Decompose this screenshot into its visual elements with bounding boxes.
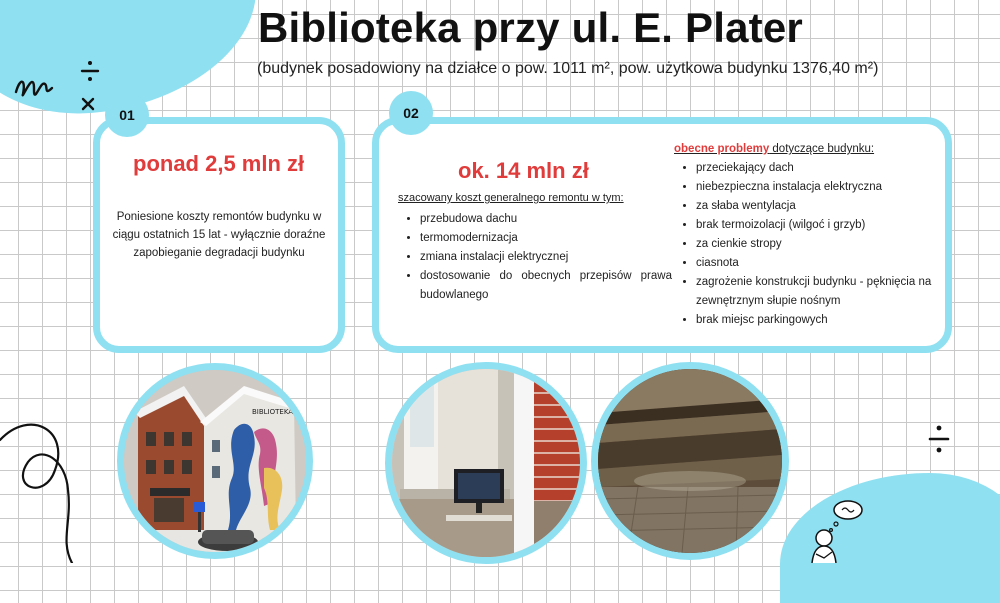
squiggle-doodle-icon xyxy=(12,74,56,102)
library-building-photo xyxy=(117,363,313,559)
list-item: • dostosowanie do obecnych przepisów prawa budowlanego xyxy=(420,267,672,305)
list-item: • zmiana instalacji elektrycznej xyxy=(420,248,672,267)
list-item: • przebudowa dachu xyxy=(420,210,672,229)
list-item: • przeciekający dach xyxy=(696,159,958,178)
interior-office-photo xyxy=(385,362,587,564)
page-title: Biblioteka przy ul. E. Plater xyxy=(258,4,803,51)
list-item: • termomodernizacja xyxy=(420,229,672,248)
card-01-badge: 01 xyxy=(105,93,149,137)
problems-heading-highlight: obecne problemy xyxy=(674,143,770,155)
list-item: • zagrożenie konstrukcji budynku - pęknięcia na zewnętrznym słupie nośnym xyxy=(696,273,958,311)
brick-wall xyxy=(534,369,580,557)
list-item: • brak miejsc parkingowych xyxy=(696,311,958,330)
multiply-doodle-icon xyxy=(80,96,96,112)
library-building-illustration xyxy=(124,370,306,552)
card-01-description: Poniesione koszty remontów budynku w ciągu ostatnich 15 lat - wyłącznie doraźne zapobieganie degradacji budynku xyxy=(112,211,326,259)
list-item: • ciasnota xyxy=(696,254,958,273)
problems-list xyxy=(678,159,958,330)
list-item: • za słaba wentylacja xyxy=(696,197,958,216)
list-item: • za cienkie stropy xyxy=(696,235,958,254)
roof-damage-illustration xyxy=(598,369,782,553)
card-02-amount: ok. 14 mln zł xyxy=(458,158,589,183)
curly-line-doodle-icon xyxy=(0,410,110,563)
renovation-scope-list xyxy=(402,210,672,305)
mural-lettering: BIBLIOTEKA xyxy=(252,408,294,416)
thinking-person-doodle-icon xyxy=(800,496,870,563)
divide-doodle-icon-right xyxy=(928,424,950,454)
divide-doodle-icon xyxy=(80,60,100,82)
list-item: • brak termoizolacji (wilgoć i grzyb) xyxy=(696,216,958,235)
card-01-amount: ponad 2,5 mln zł xyxy=(133,151,305,176)
interior-office-illustration xyxy=(392,369,580,557)
problems-heading xyxy=(674,143,874,155)
roof-damage-photo xyxy=(591,362,789,560)
card-02-cost-subtitle: szacowany koszt generalnego remontu w tym: xyxy=(398,192,624,204)
problems-heading-rest: dotyczące budynku: xyxy=(769,143,875,155)
page-subtitle: (budynek posadowiony na działce o pow. 1011 m², pow. użytkowa budynku 1376,40 m²) xyxy=(257,60,879,77)
list-item: • niebezpieczna instalacja elektryczna xyxy=(696,178,958,197)
card-02-badge: 02 xyxy=(389,91,433,135)
